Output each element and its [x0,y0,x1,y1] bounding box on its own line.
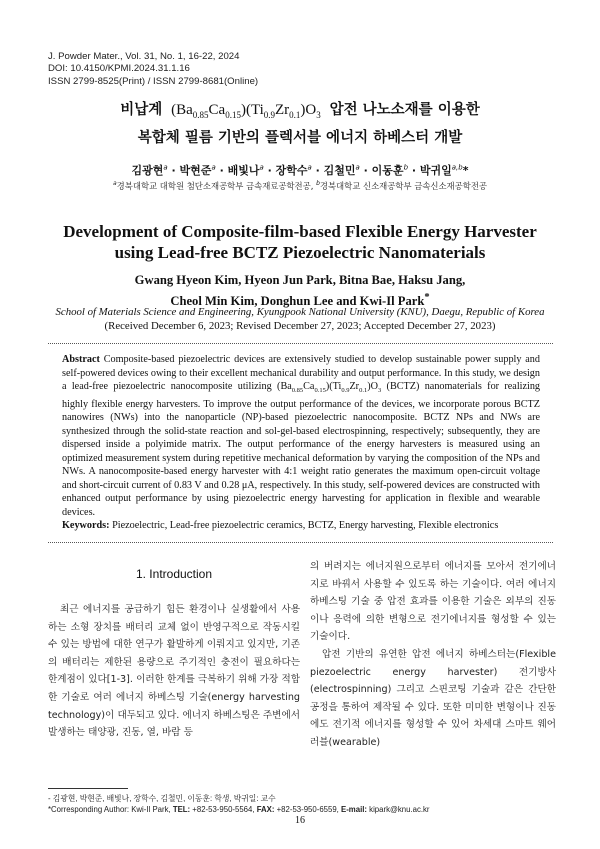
doi: DOI: 10.4150/KPMI.2024.31.1.16 [48,63,190,75]
keywords-text: Piezoelectric, Lead-free piezoelectric ceramics, BCTZ, Energy harvesting, Flexible electronics [112,520,499,531]
email: kipark@knu.ac.kr [367,805,430,814]
author-ko: 이동훈 [371,164,404,177]
tel: +82-53-950-5564, [190,805,257,814]
abstract-text-part2: (BCTZ) nanomaterials for realizing highly flexible energy harvesters. To improve the output performance of the devices, we incorporate porous BCTZ nanowires (NWs) into the nanoparticle (NP)-based piezoelectric nanocomposite. BCTZ NPs and NWs are synthesized through the solid-state reaction and sol-gel-based electrospinning, respectively; subsequently, they are dispersed inside a polyimide matrix. The output performance of the energy harvesters is measured using an optimized measurement system during repetitive mechanical deformation by varying the composition of the NPs and NWs. A nanocomposite-based energy harvester with 4:1 weight ratio generates the maximum open-circuit voltage and short-circuit current of 0.83 V and 0.28 μA, respectively. In this study, self-powered devices are constructed with enhanced output performance by using piezoelectric energy harvesting for application in flexible and wearable devices. [62,381,541,518]
journal-citation: J. Powder Mater., Vol. 31, No. 1, 16-22, 2024 [48,51,240,62]
email-label: E-mail: [341,805,367,814]
english-authors-line2: Cheol Min Kim, Donghun Lee and Kwi-Il Park [170,294,425,309]
chemical-formula: $(Ba_{0.85}Ca_{0.15})(Ti_{0.9}Zr_{0.1})O_3$ [167,102,321,120]
corresponding-author: *Corresponding Author: Kwi-Il Park, [48,805,173,814]
footnote-author-roles: - 김광현, 박현준, 배빛나, 장학수, 김철민, 이동훈: 학생, 박귀일: 교수 [48,794,276,803]
abstract [62,353,540,519]
keywords [62,520,540,531]
affiliation-a: 경북대학교 대학원 첨단소재공학부 금속재료공학전공 [116,181,311,191]
affiliation-b: 경북대학교 신소재공학부 금속신소재공학전공 [319,181,488,191]
divider-top [48,343,553,344]
author-ko: 김광현 [131,164,164,177]
english-title-line1: Development of Composite-film-based Flexible Energy Harvester [63,222,537,241]
paragraph: 압전 기반의 유연한 압전 에너지 하베스터는(Flexible piezoelectric energy harvester) 전기방사(electrospinning) 그리고 스핀코팅 기술과 같은 간단한 공정을 통하여 제작될 수 있다. 또한 미미한 변형이나 진동에도 전기적 에너지를 형성할 수 있어 차세대 스마트 웨어러블(wearable) [310,648,556,748]
author-ko: 박현준 [179,164,212,177]
author-ko: 김철민 [323,164,356,177]
footnote-rule [48,788,128,789]
fax-label: FAX: [256,805,275,814]
issn: ISSN 2799-8525(Print) / ISSN 2799-8681(Online) [48,75,259,87]
keywords-label: Keywords: [62,520,110,531]
korean-title-line2: 복합체 필름 기반의 플렉서블 에너지 하베스터 개발 [137,130,463,146]
divider-bottom [48,542,553,543]
korean-authors: 김광현$^a$ · 박현준$^a$ · 배빛나$^a$ · 장학수$^a$ · 김철민$^a$ · 이동훈$^b$ · 박귀일$^{a,b}$* [131,163,469,177]
fax: +82-53-950-6559, [274,805,341,814]
section-heading: 1. Introduction [135,567,213,581]
korean-affiliations: $^a$경북대학교 대학원 첨단소재공학부 금속재료공학전공, $^b$경북대학교 신소재공학부 금속신소재공학전공 [112,180,488,191]
english-authors [0,272,600,310]
journal-header [48,51,258,88]
abstract-text-part1: Composite-based piezoelectric devices are extensively studied to develop sustainable power supply and self-powered devices owing to their excellent mechanical durability and output performance. In this study, we design a lead-free piezoelectric nanocomposite utilizing [62,354,540,392]
paragraph: 최근 에너지를 공급하기 힘든 환경이나 실생활에서 사용하는 소형 장치를 배터리 교체 없이 반영구적으로 작동시킬 수 있는 방법에 대한 연구가 활발하게 이뤄지고 있지만, 기존의 배터리는 제한된 용량으로 주기적인 충전이 필요하다는 한계점이 있다[1-3]. 이러한 한계를 극복하기 위해 가장 적합한 기술로 여러 에너지 하베스팅 기술(energy harvesting technology)이 대두되고 있다. 에너지 하베스팅은 주변에서 발생하는 태양광, 진동, 열, 바람 등 [48,604,300,739]
paragraph: 의 버려지는 에너지원으로부터 에너지를 모아서 전기에너지로 바꿔서 사용할 수 있도록 하는 기술이다. 여러 에너지 하베스팅 기술 중 압전 효과를 이용한 기술은 외부의 진동이나 응력에 의한 변형으로 전기에너지를 형성할 수 있는 기술이다. [310,561,556,643]
english-affiliation: School of Materials Science and Engineering, Kyungpook National University (KNU), Daegu, Republic of Korea [55,306,545,318]
author-ko: 배빛나 [227,164,260,177]
korean-title-line1-post: 압전 나노소재를 이용한 [329,102,480,118]
right-column [310,558,556,752]
left-column [48,601,300,742]
english-title [0,221,600,263]
footnote-corresponding [48,805,430,814]
page-number: 16 [295,815,305,826]
abstract-label: Abstract [62,354,100,365]
tel-label: TEL: [172,805,191,814]
english-authors-line1: Gwang Hyeon Kim, Hyeon Jun Park, Bitna Bae, Haksu Jang, [134,273,466,287]
author-ko: 박귀일 [419,164,452,177]
corresponding-star: * [424,292,430,303]
author-ko: 장학수 [275,164,308,177]
english-title-line2: using Lead-free BCTZ Piezoelectric Nanomaterials [114,243,486,262]
korean-title [0,99,600,150]
korean-title-line1-pre: 비납계 [120,102,163,118]
received-dates: (Received December 6, 2023; Revised December 27, 2023; Accepted December 27, 2023) [104,320,496,332]
chemical-formula-inline: $(Ba_{0.85}Ca_{0.15})(Ti_{0.9}Zr_{0.1})O_3$ [277,381,382,395]
